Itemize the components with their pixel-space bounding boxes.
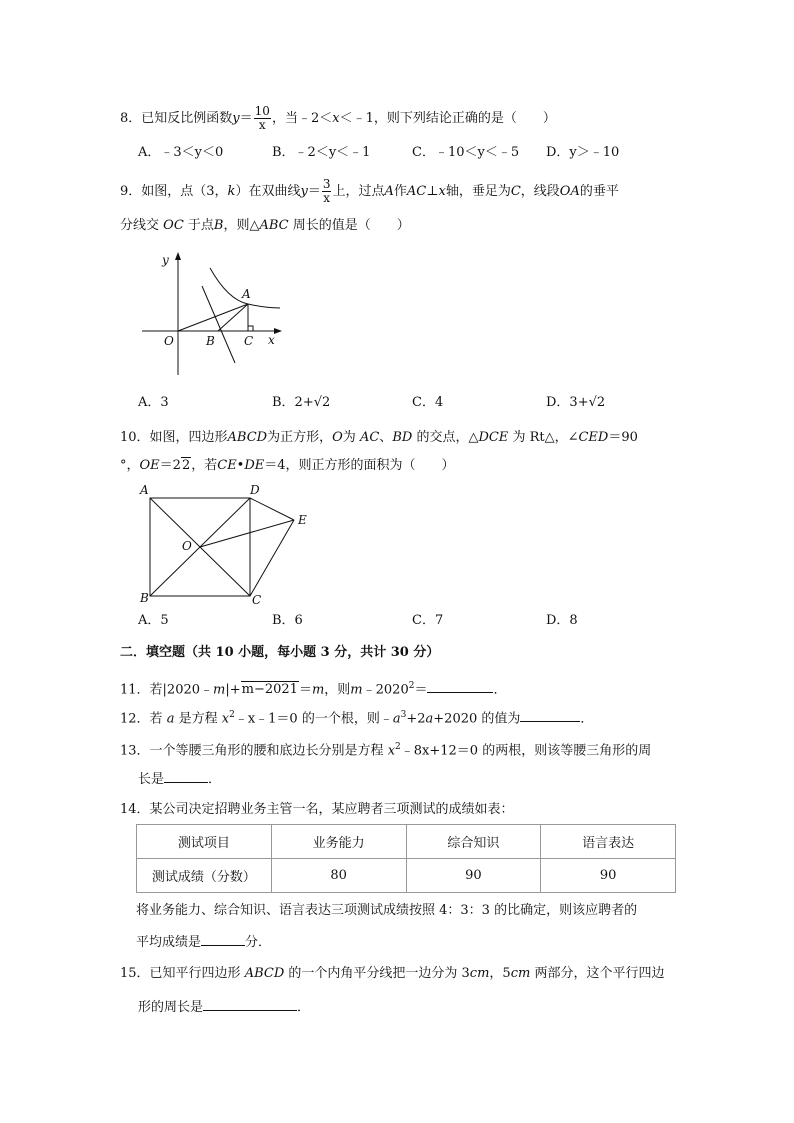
q15-stem-line2: 形的周长是 ．: [138, 996, 310, 1018]
q14-answer-blank[interactable]: [201, 931, 245, 946]
q14-text-line2: 平均成绩是 分．: [136, 931, 271, 953]
q10-label-E: E: [298, 513, 307, 527]
q11-answer-blank[interactable]: [427, 678, 493, 693]
q10-segment-CE: [250, 520, 294, 596]
q9-x-axis-arrow: [274, 328, 282, 334]
q9-fraction: $\frac{3}{x}$: [322, 177, 331, 205]
q14-stem: 14．某公司决定招聘业务主管一名，某应聘者三项测试的成绩如表：: [120, 802, 514, 817]
table-header-row: [137, 825, 676, 859]
q8-option-c[interactable]: C．﹣10＜y＜﹣5: [412, 145, 520, 160]
q9-figure: [140, 250, 300, 380]
q9-option-c[interactable]: C．4: [412, 395, 444, 410]
q9-stem-line2: 分线交 OC 于点B，则△ABC 周长的值是（ ）: [120, 218, 410, 233]
q12-stem: 12．若 a 是方程 $x^2﹣x﹣1=0$ 的一个根，则$﹣a^3+2a+2020$ 的值为 ．: [120, 705, 593, 729]
table-row: [137, 859, 676, 893]
q13-answer-blank[interactable]: [164, 768, 208, 783]
q14-text-line1: 将业务能力、综合知识、语言表达三项测试成绩按照 4：3：3 的比确定，则该应聘者的: [136, 903, 638, 918]
q10-stem-line1: 10．如图，四边形ABCD为正方形，O为 AC、BD 的交点，△DCE 为 Rt△，∠CED＝90: [120, 430, 638, 445]
q10-label-C: C: [252, 593, 262, 607]
q9-y-axis-arrow: [175, 252, 181, 260]
q8-fraction: $\frac{10}{x}$: [254, 104, 270, 132]
q10-segment-DE: [250, 498, 294, 520]
table-cell: 90: [406, 859, 541, 893]
table-cell: 测试成绩（分数）: [137, 859, 272, 893]
q15-answer-blank[interactable]: [203, 996, 297, 1011]
q10-option-c[interactable]: C．7: [412, 613, 444, 628]
q9-perp-bisector: [202, 286, 235, 363]
q13-stem-line1: 13．一个等腰三角形的腰和底边长分别是方程 $x^2﹣8x+12=0$ 的两根，则该等腰三角形的周: [120, 742, 652, 759]
q9-label-A: A: [242, 287, 251, 301]
q9-label-O: O: [164, 334, 174, 348]
q8-option-b[interactable]: B．﹣2＜y＜﹣1: [272, 145, 371, 160]
q11-stem: 11．若|2020﹣m|+m−2021＝m，则$m﹣2020^2=$ ．: [120, 676, 506, 700]
q10-option-a[interactable]: A．5: [138, 613, 169, 628]
q15-stem-line1: 15．已知平行四边形 ABCD 的一个内角平分线把一边分为 3cm，5cm 两部分，这个平行四边: [120, 966, 665, 981]
q9-option-d[interactable]: D．3+√2: [546, 395, 606, 410]
q9-option-a[interactable]: A．3: [138, 395, 169, 410]
table-header-cell: 测试项目: [137, 825, 272, 859]
q10-label-O: O: [182, 539, 192, 553]
q8-option-a[interactable]: A．﹣3＜y＜0: [138, 145, 224, 160]
q11-sqrt: m−2021: [241, 682, 298, 698]
q9-label-y: y: [162, 253, 169, 267]
q10-option-b[interactable]: B．6: [272, 613, 303, 628]
q10-sqrt2: 2: [181, 458, 191, 473]
q13-stem-line2: 长是 ．: [138, 768, 221, 790]
q10-stem-line2: °，OE＝22，若CE•DE＝4，则正方形的面积为（ ）: [120, 458, 455, 473]
table-header-cell: 业务能力: [271, 825, 406, 859]
q14-score-table: [136, 824, 676, 893]
q12-answer-blank[interactable]: [520, 707, 580, 722]
q8-stem: 8．已知反比例函数y＝ $\frac{10}{x}$ ，当﹣2＜x＜﹣1，则下列结论正确的是（ ）: [120, 104, 556, 132]
q8-option-d[interactable]: D．y＞﹣10: [546, 145, 620, 160]
table-header-cell: 语言表达: [541, 825, 676, 859]
table-cell: 90: [541, 859, 676, 893]
q10-label-D: D: [250, 483, 260, 497]
q10-label-A: A: [140, 483, 149, 497]
table-cell: 80: [271, 859, 406, 893]
q9-label-C: C: [244, 334, 254, 348]
q9-segment-AB: [218, 304, 248, 331]
q10-figure: [138, 480, 318, 610]
q9-right-angle-mark: [248, 326, 253, 331]
q9-option-b[interactable]: B．2+√2: [272, 395, 331, 410]
q9-stem-line1: 9．如图，点（3，k）在双曲线y＝ $\frac{3}{x}$ 上，过点A作AC⊥x轴，垂足为C，线段OA的垂平: [120, 177, 619, 205]
table-header-cell: 综合知识: [406, 825, 541, 859]
q10-option-d[interactable]: D．8: [546, 613, 578, 628]
q9-segment-OA: [178, 304, 248, 331]
q10-label-B: B: [140, 591, 149, 605]
q9-label-x: x: [268, 333, 275, 347]
q9-label-B: B: [206, 334, 215, 348]
section2-heading: 二．填空题（共 10 小题，每小题 3 分，共计 30 分）: [120, 645, 440, 660]
